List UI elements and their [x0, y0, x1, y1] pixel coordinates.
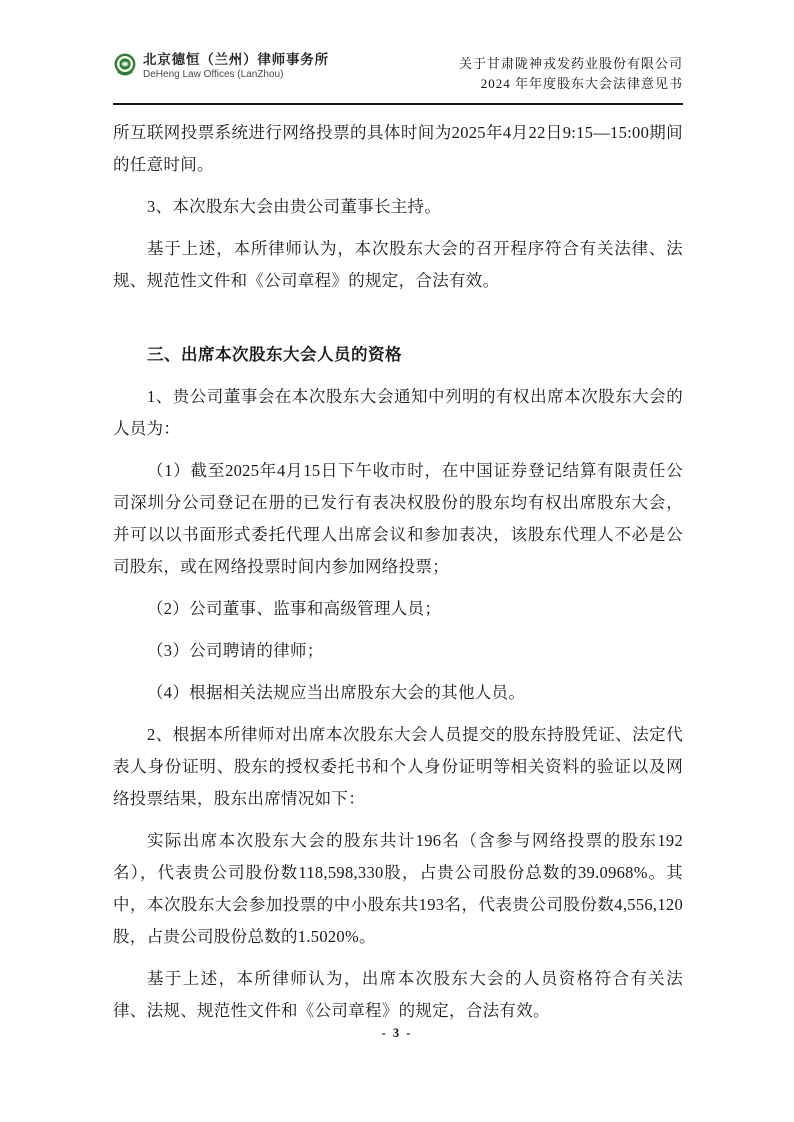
sub-2-directors-supervisors: （2）公司董事、监事和高级管理人员； [147, 599, 442, 618]
firm-name-en: DeHeng Law Offices (LanZhou) [143, 69, 284, 80]
page-number: - 3 - [381, 1026, 413, 1040]
page-header [113, 52, 683, 93]
continuation-network-voting-time: 所互联网投票系统进行网络投票的具体时间为2025年4月22日9:15—15:00期间的任意时间。 [113, 123, 683, 174]
firm-name-zh: 北京德恒（兰州）律师事务所 [143, 52, 329, 67]
document-title-line1: 关于甘肃陇神戎发药业股份有限公司 [458, 56, 683, 71]
sub-3-lawyers: （3）公司聘请的律师； [147, 641, 324, 660]
sub-1-registered-shareholders: （1）截至2025年4月15日下午收市时，在中国证券登记结算有限责任公司深圳分公司登记在册的已发行有表决权股份的股东均有权出席股东大会，并可以以书面形式委托代理人出席会议和参加表决，该股东代理人不必是公司股东，或在网络投票时间内参加网络投票； [113, 461, 683, 576]
sub-4-other-persons: （4）根据相关法规应当出席股东大会的其他人员。 [147, 683, 526, 702]
section-3-heading: 三、出席本次股东大会人员的资格 [147, 345, 402, 364]
document-body [113, 117, 683, 1027]
firm-names [143, 52, 329, 81]
document-title-block [459, 54, 683, 93]
law-firm-identity [113, 52, 329, 81]
header-divider [113, 103, 683, 105]
item-3-chairman-presides: 3、本次股东大会由贵公司董事长主持。 [147, 197, 442, 216]
deheng-logo-icon [113, 52, 137, 77]
item-1-entitled-attendees: 1、贵公司董事会在本次股东大会通知中列明的有权出席本次股东大会的人员为： [113, 387, 683, 438]
document-title-line2: 2024 年年度股东大会法律意见书 [480, 75, 683, 91]
conclusion-convening-procedure: 基于上述，本所律师认为，本次股东大会的召开程序符合有关法律、法规、规范性文件和《公司章程》的规定，合法有效。 [113, 239, 683, 290]
attendance-statistics: 实际出席本次股东大会的股东共计196名（含参与网络投票的股东192名），代表贵公司股份数118,598,330股，占贵公司股份总数的39.0968%。其中，本次股东大会参加投票的中小股东共193名，代表贵公司股份数4,556,120股，占贵公司股份总数的1.5020%。 [113, 831, 683, 946]
item-2-verification: 2、根据本所律师对出席本次股东大会人员提交的股东持股凭证、法定代表人身份证明、股东的授权委托书和个人身份证明等相关资料的验证以及网络投票结果，股东出席情况如下： [113, 725, 683, 808]
conclusion-attendee-qualification: 基于上述，本所律师认为，出席本次股东大会的人员资格符合有关法律、法规、规范性文件和《公司章程》的规定，合法有效。 [113, 969, 683, 1020]
